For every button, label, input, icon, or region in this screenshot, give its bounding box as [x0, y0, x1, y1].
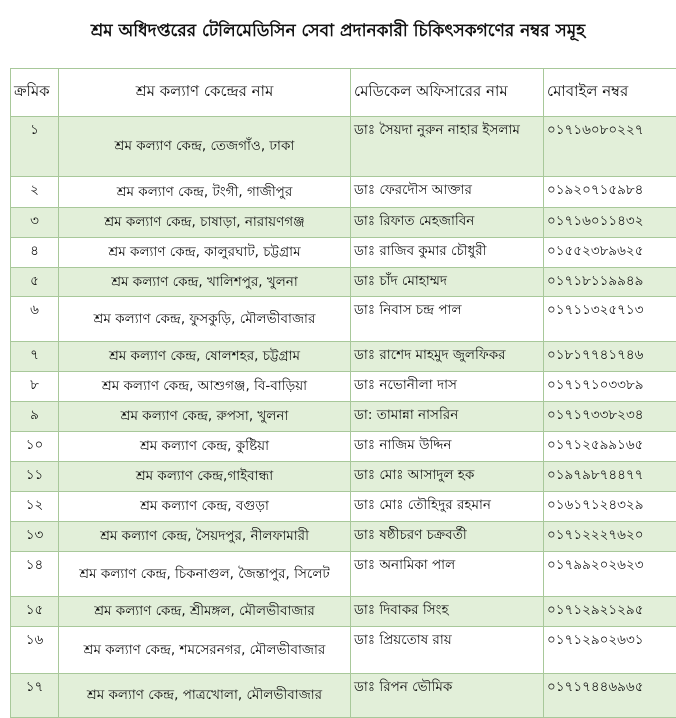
- table-row: [11, 268, 676, 297]
- doctor-cell: ডাঃ মোঃ তৌহিদুর রহমান: [351, 492, 544, 522]
- doctor-cell: ডাঃ ফেরদৌস আক্তার: [351, 177, 544, 208]
- serial-cell: ১: [11, 117, 59, 177]
- table-row: [11, 552, 676, 597]
- phone-cell: ০১৬১৭১২৪৩২৯: [544, 492, 676, 522]
- table-row: [11, 117, 676, 177]
- doctor-cell: ডাঃ সৈয়দা নুরুন নাহার ইসলাম: [351, 117, 544, 177]
- doctor-cell: ডাঃ ষষ্ঠীচরণ চক্রবর্তী: [351, 522, 544, 552]
- doctor-cell: ডাঃ অনামিকা পাল: [351, 552, 544, 597]
- serial-cell: ১১: [11, 462, 59, 492]
- table-row: [11, 462, 676, 492]
- doctor-cell: ডাঃ নভোনীলা দাস: [351, 372, 544, 402]
- phone-cell: ০১৭১২৯২১২৯৫: [544, 597, 676, 627]
- serial-cell: ১৪: [11, 552, 59, 597]
- phone-cell: ০১৯৭৯৮৭৪৪৭৭: [544, 462, 676, 492]
- doctor-cell: ডাঃ নাজিম উদ্দিন: [351, 432, 544, 462]
- phone-cell: ০১৭১১৩২৫৭১৩: [544, 297, 676, 342]
- serial-cell: ৬: [11, 297, 59, 342]
- phone-cell: ০১৭১৭৩৩৮২৩৪: [544, 402, 676, 432]
- serial-cell: ১৩: [11, 522, 59, 552]
- serial-cell: ১৫: [11, 597, 59, 627]
- phone-cell: ০১৭১২২২৭৬২০: [544, 522, 676, 552]
- center-cell: শ্রম কল্যাণ কেন্দ্র, রুপসা, খুলনা: [59, 402, 351, 432]
- center-cell: শ্রম কল্যাণ কেন্দ্র, কালুরঘাট, চট্টগ্রাম: [59, 238, 351, 268]
- phone-cell: ০১৭১৬০১১৪৩২: [544, 208, 676, 238]
- serial-cell: ১০: [11, 432, 59, 462]
- header-center: শ্রম কল্যাণ কেন্দ্রের নাম: [59, 69, 351, 117]
- center-cell: শ্রম কল্যাণ কেন্দ্র, আশুগঞ্জ, বি-বাড়িয়া: [59, 372, 351, 402]
- phone-cell: ০১৭১৬০৮০২২৭: [544, 117, 676, 177]
- doctor-cell: ডাঃ দিবাকর সিংহ: [351, 597, 544, 627]
- doctor-cell: ডাঃ রাশেদ মাহমুদ জুলফিকর: [351, 342, 544, 372]
- phone-cell: ০১৯২০৭১৫৯৮৪: [544, 177, 676, 208]
- doctor-cell: ডাঃ নিবাস চন্দ্র পাল: [351, 297, 544, 342]
- header-doctor: মেডিকেল অফিসারের নাম: [351, 69, 544, 117]
- serial-cell: ১৭: [11, 674, 59, 718]
- center-cell: শ্রম কল্যাণ কেন্দ্র, ষোলশহর, চট্টগ্রাম: [59, 342, 351, 372]
- serial-cell: ১৬: [11, 627, 59, 674]
- phone-cell: ০১৮১৭৭৪১৭৪৬: [544, 342, 676, 372]
- serial-cell: ৮: [11, 372, 59, 402]
- center-cell: শ্রম কল্যাণ কেন্দ্র, চাষাড়া, নারায়ণগঞ্জ: [59, 208, 351, 238]
- phone-cell: ০১৭৯৯২০২৬২৩: [544, 552, 676, 597]
- center-cell: শ্রম কল্যাণ কেন্দ্র, ফুসকুড়ি, মৌলভীবাজার: [59, 297, 351, 342]
- table-row: [11, 492, 676, 522]
- table-row: [11, 177, 676, 208]
- center-cell: শ্রম কল্যাণ কেন্দ্র, কুষ্টিয়া: [59, 432, 351, 462]
- center-cell: শ্রম কল্যাণ কেন্দ্র, সৈয়দপুর, নীলফামারী: [59, 522, 351, 552]
- doctor-cell: ডাঃ রিফাত মেহজাবিন: [351, 208, 544, 238]
- table-row: [11, 238, 676, 268]
- table-row: [11, 432, 676, 462]
- table-row: [11, 627, 676, 674]
- doctor-cell: ডাঃ চাঁদ মোহাম্মদ: [351, 268, 544, 297]
- center-cell: শ্রম কল্যাণ কেন্দ্র, টংগী, গাজীপুর: [59, 177, 351, 208]
- doctor-cell: ডাঃ মোঃ আসাদুল হক: [351, 462, 544, 492]
- serial-cell: ৯: [11, 402, 59, 432]
- table-row: [11, 342, 676, 372]
- phone-cell: ০১৭১৭৪৪৬৯৬৫: [544, 674, 676, 718]
- doctor-cell: ডাঃ প্রিয়তোষ রায়: [351, 627, 544, 674]
- serial-cell: ১২: [11, 492, 59, 522]
- serial-cell: ২: [11, 177, 59, 208]
- table-row: [11, 522, 676, 552]
- doctor-cell: ডাঃ রাজিব কুমার চৌধুরী: [351, 238, 544, 268]
- center-cell: শ্রম কল্যাণ কেন্দ্র, বগুড়া: [59, 492, 351, 522]
- doctor-cell: ডাঃ রিপন ভৌমিক: [351, 674, 544, 718]
- phone-cell: ০১৫৫২৩৮৯৬২৫: [544, 238, 676, 268]
- center-cell: শ্রম কল্যাণ কেন্দ্র, চিকনাগুল, জৈন্তাপুর, সিলেট: [59, 552, 351, 597]
- table-row: [11, 208, 676, 238]
- phone-cell: ০১৭১৭১০৩৩৮৯: [544, 372, 676, 402]
- phone-cell: ০১৭১৮১১৯৯৪৯: [544, 268, 676, 297]
- phone-cell: ০১৭১২৫৯৯১৬৫: [544, 432, 676, 462]
- header-phone: মোবাইল নম্বর: [544, 69, 676, 117]
- table-row: [11, 372, 676, 402]
- serial-cell: ৩: [11, 208, 59, 238]
- doctors-table: [10, 68, 676, 718]
- serial-cell: ৪: [11, 238, 59, 268]
- table-header: [11, 69, 676, 117]
- center-cell: শ্রম কল্যাণ কেন্দ্র, শমসেরনগর, মৌলভীবাজার: [59, 627, 351, 674]
- center-cell: শ্রম কল্যাণ কেন্দ্র, খালিশপুর, খুলনা: [59, 268, 351, 297]
- center-cell: শ্রম কল্যাণ কেন্দ্র, তেজগাঁও, ঢাকা: [59, 117, 351, 177]
- center-cell: শ্রম কল্যাণ কেন্দ্র,গাইবান্ধা: [59, 462, 351, 492]
- table-row: [11, 597, 676, 627]
- header-serial: ক্রমিক: [11, 69, 59, 117]
- center-cell: শ্রম কল্যাণ কেন্দ্র, পাত্রখোলা, মৌলভীবাজার: [59, 674, 351, 718]
- table-row: [11, 297, 676, 342]
- doctor-cell: ডা: তামান্না নাসরিন: [351, 402, 544, 432]
- phone-cell: ০১৭১২৯০২৬৩১: [544, 627, 676, 674]
- table-row: [11, 674, 676, 718]
- serial-cell: ৫: [11, 268, 59, 297]
- page-title: শ্রম অধিদপ্তরের টেলিমেডিসিন সেবা প্রদানকারী চিকিৎসকগণের নম্বর সমূহ: [0, 18, 676, 46]
- table-row: [11, 402, 676, 432]
- serial-cell: ৭: [11, 342, 59, 372]
- center-cell: শ্রম কল্যাণ কেন্দ্র, শ্রীমঙ্গল, মৌলভীবাজার: [59, 597, 351, 627]
